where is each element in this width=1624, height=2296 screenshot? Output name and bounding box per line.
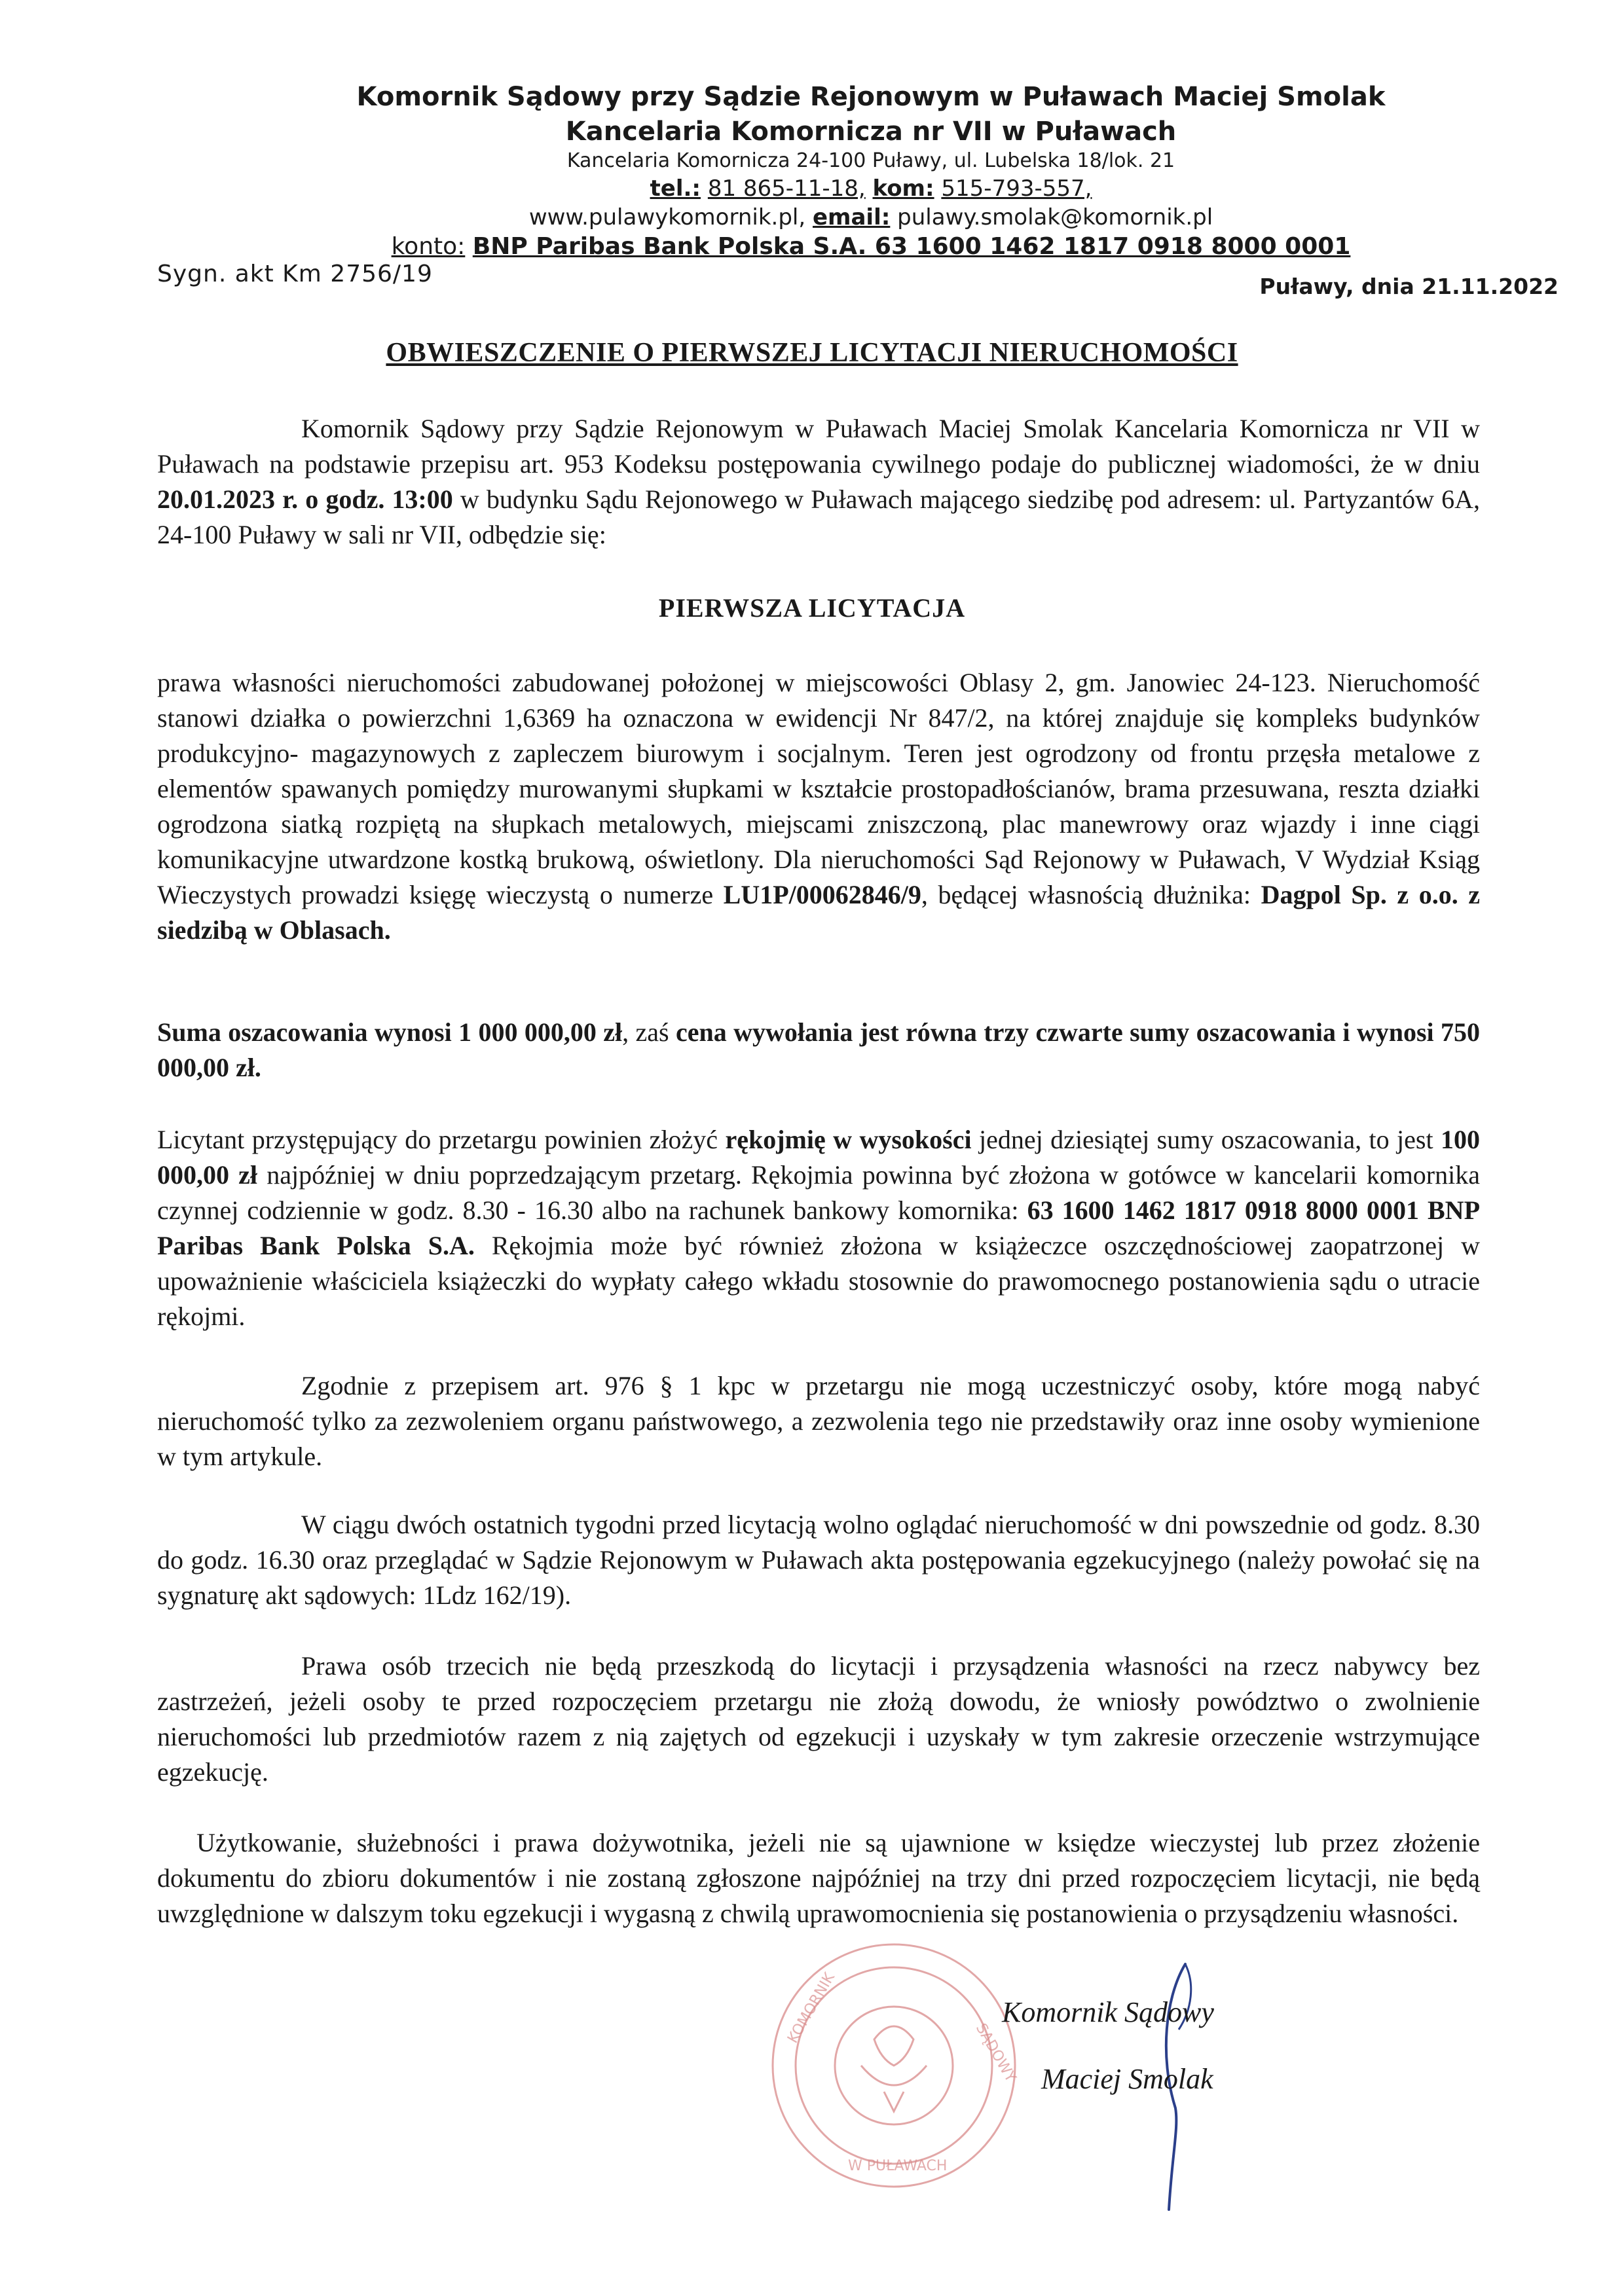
letterhead-account: [314, 233, 1428, 260]
valuation-sum: Suma oszacowania wynosi 1 000 000,00 zł: [157, 1017, 623, 1047]
subheading: PIERWSZA LICYTACJA: [658, 593, 966, 623]
letterhead-web: [314, 204, 1428, 230]
www-link[interactable]: www.pulawykomornik.pl,: [528, 204, 806, 230]
deposit-text-c: jednej dziesiątej sumy oszacowania, to jest: [971, 1125, 1441, 1154]
land-register-number: LU1P/00062846/9: [723, 880, 921, 909]
deposit-text-g: Rękojmia może być również złożona w książeczce oszczędnościowej zaopatrzonej w upoważnienie właściciela książeczki do wypłaty całego wkładu stosownie do prawomocnego postanowienia sądu o utracie rękojmi.: [157, 1231, 1481, 1331]
intro-text-1: Komornik Sądowy przy Sądzie Rejonowym w Puławach Maciej Smolak Kancelaria Komornicza nr VII w Puławach na podstawie przepisu art. 953 Kodeksu postępowania cywilnego podaje do publicznej wiadomości, że w dniu: [157, 414, 1480, 479]
usage-text: Użytkowanie, służebności i prawa dożywotnika, jeżeli nie są ujawnione w księdze wieczystej lub przez złożenie dokumentu do zbioru dokumentów i nie zostaną zgłoszone najpóźniej na trzy dni przed rozpoczęciem licytacji, nie będą uwzględnione w dalszym toku egzekucji i wygasną z chwilą uprawomocnienia się postanowienia o przysądzeniu własności.: [157, 1828, 1480, 1928]
letterhead-phones: [314, 175, 1428, 202]
email-label: email:: [813, 204, 891, 230]
deposit-text-a: Licytant przystępujący do przetargu powinien złożyć: [157, 1125, 726, 1154]
case-reference: Sygn. akt Km 2756/19: [157, 261, 433, 287]
signature-title: Komornik Sądowy: [1002, 1996, 1214, 2028]
deposit-amount: 100 000,00 zł: [157, 1125, 1481, 1190]
letterhead-office: Kancelaria Komornicza nr VII w Puławach: [565, 117, 1177, 147]
svg-text:W PUŁAWACH: W PUŁAWACH: [848, 2158, 948, 2174]
konto-label: konto:: [391, 233, 466, 260]
tel-value: 81 865-11-18,: [707, 175, 866, 202]
kom-value: 515-793-557,: [941, 175, 1092, 202]
property-text: prawa własności nieruchomości zabudowanej położonej w miejscowości Oblasy 2, gm. Janowiec 24-123. Nieruchomość stanowi działka o powierzchni 1,6369 ha oznaczona w ewidencji Nr 847/2, na której znajduje się kompleks budynków produkcyjno- magazynowych z zapleczem biurowym i socjalnym. Teren jest ogrodzony od frontu przęsła metalowe z elementów spawanych pomiędzy murowanymi słupkami w kształcie prostopadłościanów, brama przesuwana, reszta działki ogrodzona siatką rozpiętą na słupkach metalowych, miejscami zniszczoną, plac manewrowy oraz wjazdy i inne ciągi komunikacyjne utwardzone kostką brukową, oświetlony. Dla nieruchomości Sąd Rejonowy w Puławach, V Wydział Ksiąg Wieczystych prowadzi księgę wieczystą o numerze: [157, 668, 1480, 909]
letterhead-title: Komornik Sądowy przy Sądzie Rejonowym w Puławach Maciej Smolak: [356, 82, 1386, 112]
kom-label: kom:: [872, 175, 934, 202]
email-link[interactable]: pulawy.smolak@komornik.pl: [897, 204, 1213, 230]
deposit-bold-b: rękojmię w wysokości: [725, 1125, 972, 1154]
tel-label: tel.:: [650, 175, 701, 202]
viewing-text: W ciągu dwóch ostatnich tygodni przed licytacją wolno oglądać nieruchomość w dni powszednie od godz. 8.30 do godz. 16.30 oraz przeglądać w Sądzie Rejonowym w Puławach akta postępowania egzekucyjnego (należy powołać się na sygnaturę akt sądowych: 1Ldz 162/19).: [157, 1510, 1480, 1610]
valuation-sep: , zaś: [622, 1017, 676, 1047]
svg-text:KOMORNIK: KOMORNIK: [784, 1970, 838, 2047]
property-paragraph: [157, 665, 1480, 948]
deposit-paragraph: [157, 1122, 1480, 1334]
article-976-text: Zgodnie z przepisem art. 976 § 1 kpc w przetargu nie mogą uczestniczyć osoby, które mogą nabyć nieruchomość tylko za zezwoleniem organu państwowego, a zezwolenia tego nie przedstawiły oraz inne osoby wymienione w tym artykule.: [157, 1371, 1480, 1471]
starting-price: cena wywołania jest równa trzy czwarte sumy oszacowania i wynosi 750 000,00 zł.: [157, 1017, 1481, 1082]
official-stamp: [763, 1935, 1025, 2196]
intro-paragraph: [157, 411, 1480, 553]
deposit-text-e: najpóźniej w dniu poprzedzającym przetarg. Rękojmia powinna być złożona w gotówce w kancelarii komornika czynnej codziennie w godz. 8.30 - 16.30 albo na rachunek bankowy komornika:: [157, 1160, 1480, 1225]
auction-date: 20.01.2023 r. o godz. 13:00: [157, 484, 453, 514]
svg-text:SĄDOWY: SĄDOWY: [972, 2020, 1019, 2085]
usage-paragraph: [157, 1825, 1480, 1931]
document-title: OBWIESZCZENIE O PIERWSZEJ LICYTACJI NIERUCHOMOŚCI: [386, 338, 1238, 368]
valuation-paragraph: [157, 1015, 1480, 1085]
debtor-name: Dagpol Sp. z o.o. z siedzibą w Oblasach.: [157, 880, 1480, 945]
document-date: Puławy, dnia 21.11.2022: [1259, 274, 1559, 299]
article-976-paragraph: [157, 1368, 1480, 1474]
property-mid: , będącej własnością dłużnika:: [921, 880, 1261, 909]
deposit-account: 63 1600 1462 1817 0918 8000 0001 BNP Paribas Bank Polska S.A.: [157, 1195, 1481, 1260]
konto-value: BNP Paribas Bank Polska S.A. 63 1600 1462 1817 0918 8000 0001: [472, 233, 1351, 260]
viewing-paragraph: [157, 1507, 1480, 1613]
intro-text-2: w budynku Sądu Rejonowego w Puławach mającego siedzibę pod adresem: ul. Partyzantów 6A, 24-100 Puławy w sali nr VII, odbędzie się:: [157, 484, 1480, 549]
signature-name: Maciej Smolak: [1041, 2063, 1213, 2095]
letterhead-address: Kancelaria Komornicza 24-100 Puławy, ul. Lubelska 18/lok. 21: [566, 149, 1175, 172]
letterhead: [314, 0, 1428, 262]
third-party-text: Prawa osób trzecich nie będą przeszkodą do licytacji i przysądzenia własności na rzecz nabywcy bez zastrzeżeń, jeżeli osoby te przed rozpoczęciem przetargu nie złożą dowodu, że wniosły powództwo o zwolnienie nieruchomości lub przedmiotów razem z nią zajętych od egzekucji i uzyskały w tym zakresie orzeczenie wstrzymujące egzekucję.: [157, 1651, 1480, 1787]
third-party-paragraph: [157, 1649, 1480, 1790]
